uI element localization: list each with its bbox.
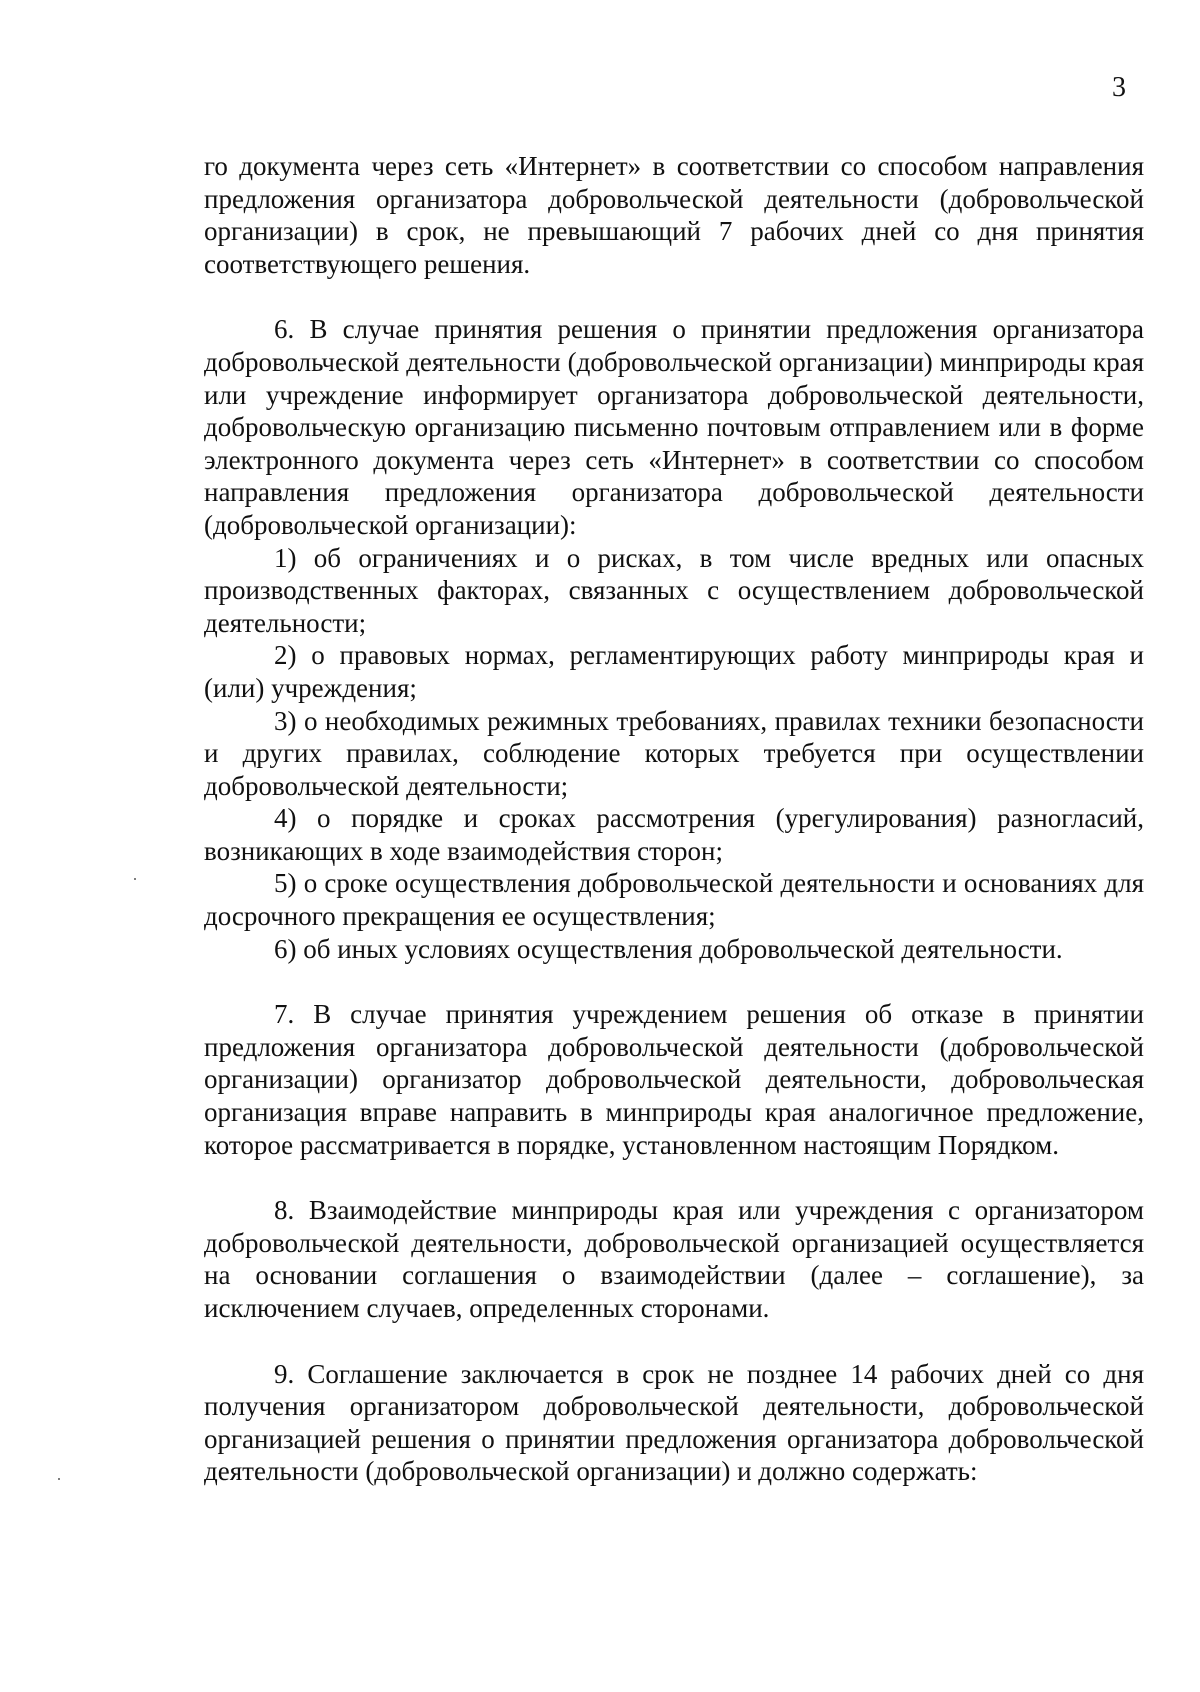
- paragraph-6-item-4: 4) о порядке и сроках рассмотрения (урегулирования) разногласий, возникающих в ходе взаимодействия сторон;: [204, 803, 1144, 866]
- paragraph-8: 8. Взаимодействие минприроды края или учреждения с организатором добровольческой деятельности, добровольческой организацией осуществляется на основании соглашения о взаимодействии (далее – соглашение), за исключением случаев, определенных сторонами.: [204, 1195, 1144, 1323]
- paragraph-6: 6. В случае принятия решения о принятии предложения организатора добровольческой деятельности (добровольческой организации) минприроды края или учреждение информирует организатора добровольческой деятельности, добровольческую организацию письменно почтовым отправлением или в форме электронного документа через сеть «Интернет» в соответствии со способом направления предложения организатора добровольческой деятельности (добровольческой организации):: [204, 314, 1144, 540]
- scan-speck: [134, 878, 136, 880]
- paragraph-9: 9. Соглашение заключается в срок не позднее 14 рабочих дней со дня получения организатором добровольческой деятельности, добровольческой организацией решения о принятии предложения организатора добровольческой деятельности (добровольческой организации) и должно содержать:: [204, 1358, 1144, 1487]
- page-number: 3: [1112, 72, 1126, 103]
- document-body: [204, 150, 1144, 1488]
- paragraph-7: 7. В случае принятия учреждением решения об отказе в принятии предложения организатора добровольческой деятельности (добровольческой организации) организатор добровольческой деятельности, добровольческая организация вправе направить в минприроды края аналогичное предложение, которое рассматривается в порядке, установленном настоящим Порядком.: [204, 999, 1144, 1160]
- paragraph-6-item-1: 1) об ограничениях и о рисках, в том числе вредных или опасных производственных факторах, связанных с осуществлением добровольческой деятельности;: [204, 542, 1144, 638]
- scan-speck: [58, 1478, 60, 1480]
- paragraph-continuation: го документа через сеть «Интернет» в соответствии со способом направления предложения организатора добровольческой деятельности (добровольческой организации) в срок, не превышающий 7 рабочих дней со дня принятия соответствующего решения.: [204, 151, 1144, 279]
- paragraph-6-item-2: 2) о правовых нормах, регламентирующих работу минприроды края и (или) учреждения;: [204, 640, 1144, 703]
- paragraph-6-item-6: 6) об иных условиях осуществления добровольческой деятельности.: [274, 933, 1063, 964]
- paragraph-6-item-3: 3) о необходимых режимных требованиях, правилах техники безопасности и других правилах, соблюдение которых требуется при осуществлении добровольческой деятельности;: [204, 705, 1144, 801]
- paragraph-6-item-5: 5) о сроке осуществления добровольческой деятельности и основаниях для досрочного прекращения ее осуществления;: [204, 868, 1144, 932]
